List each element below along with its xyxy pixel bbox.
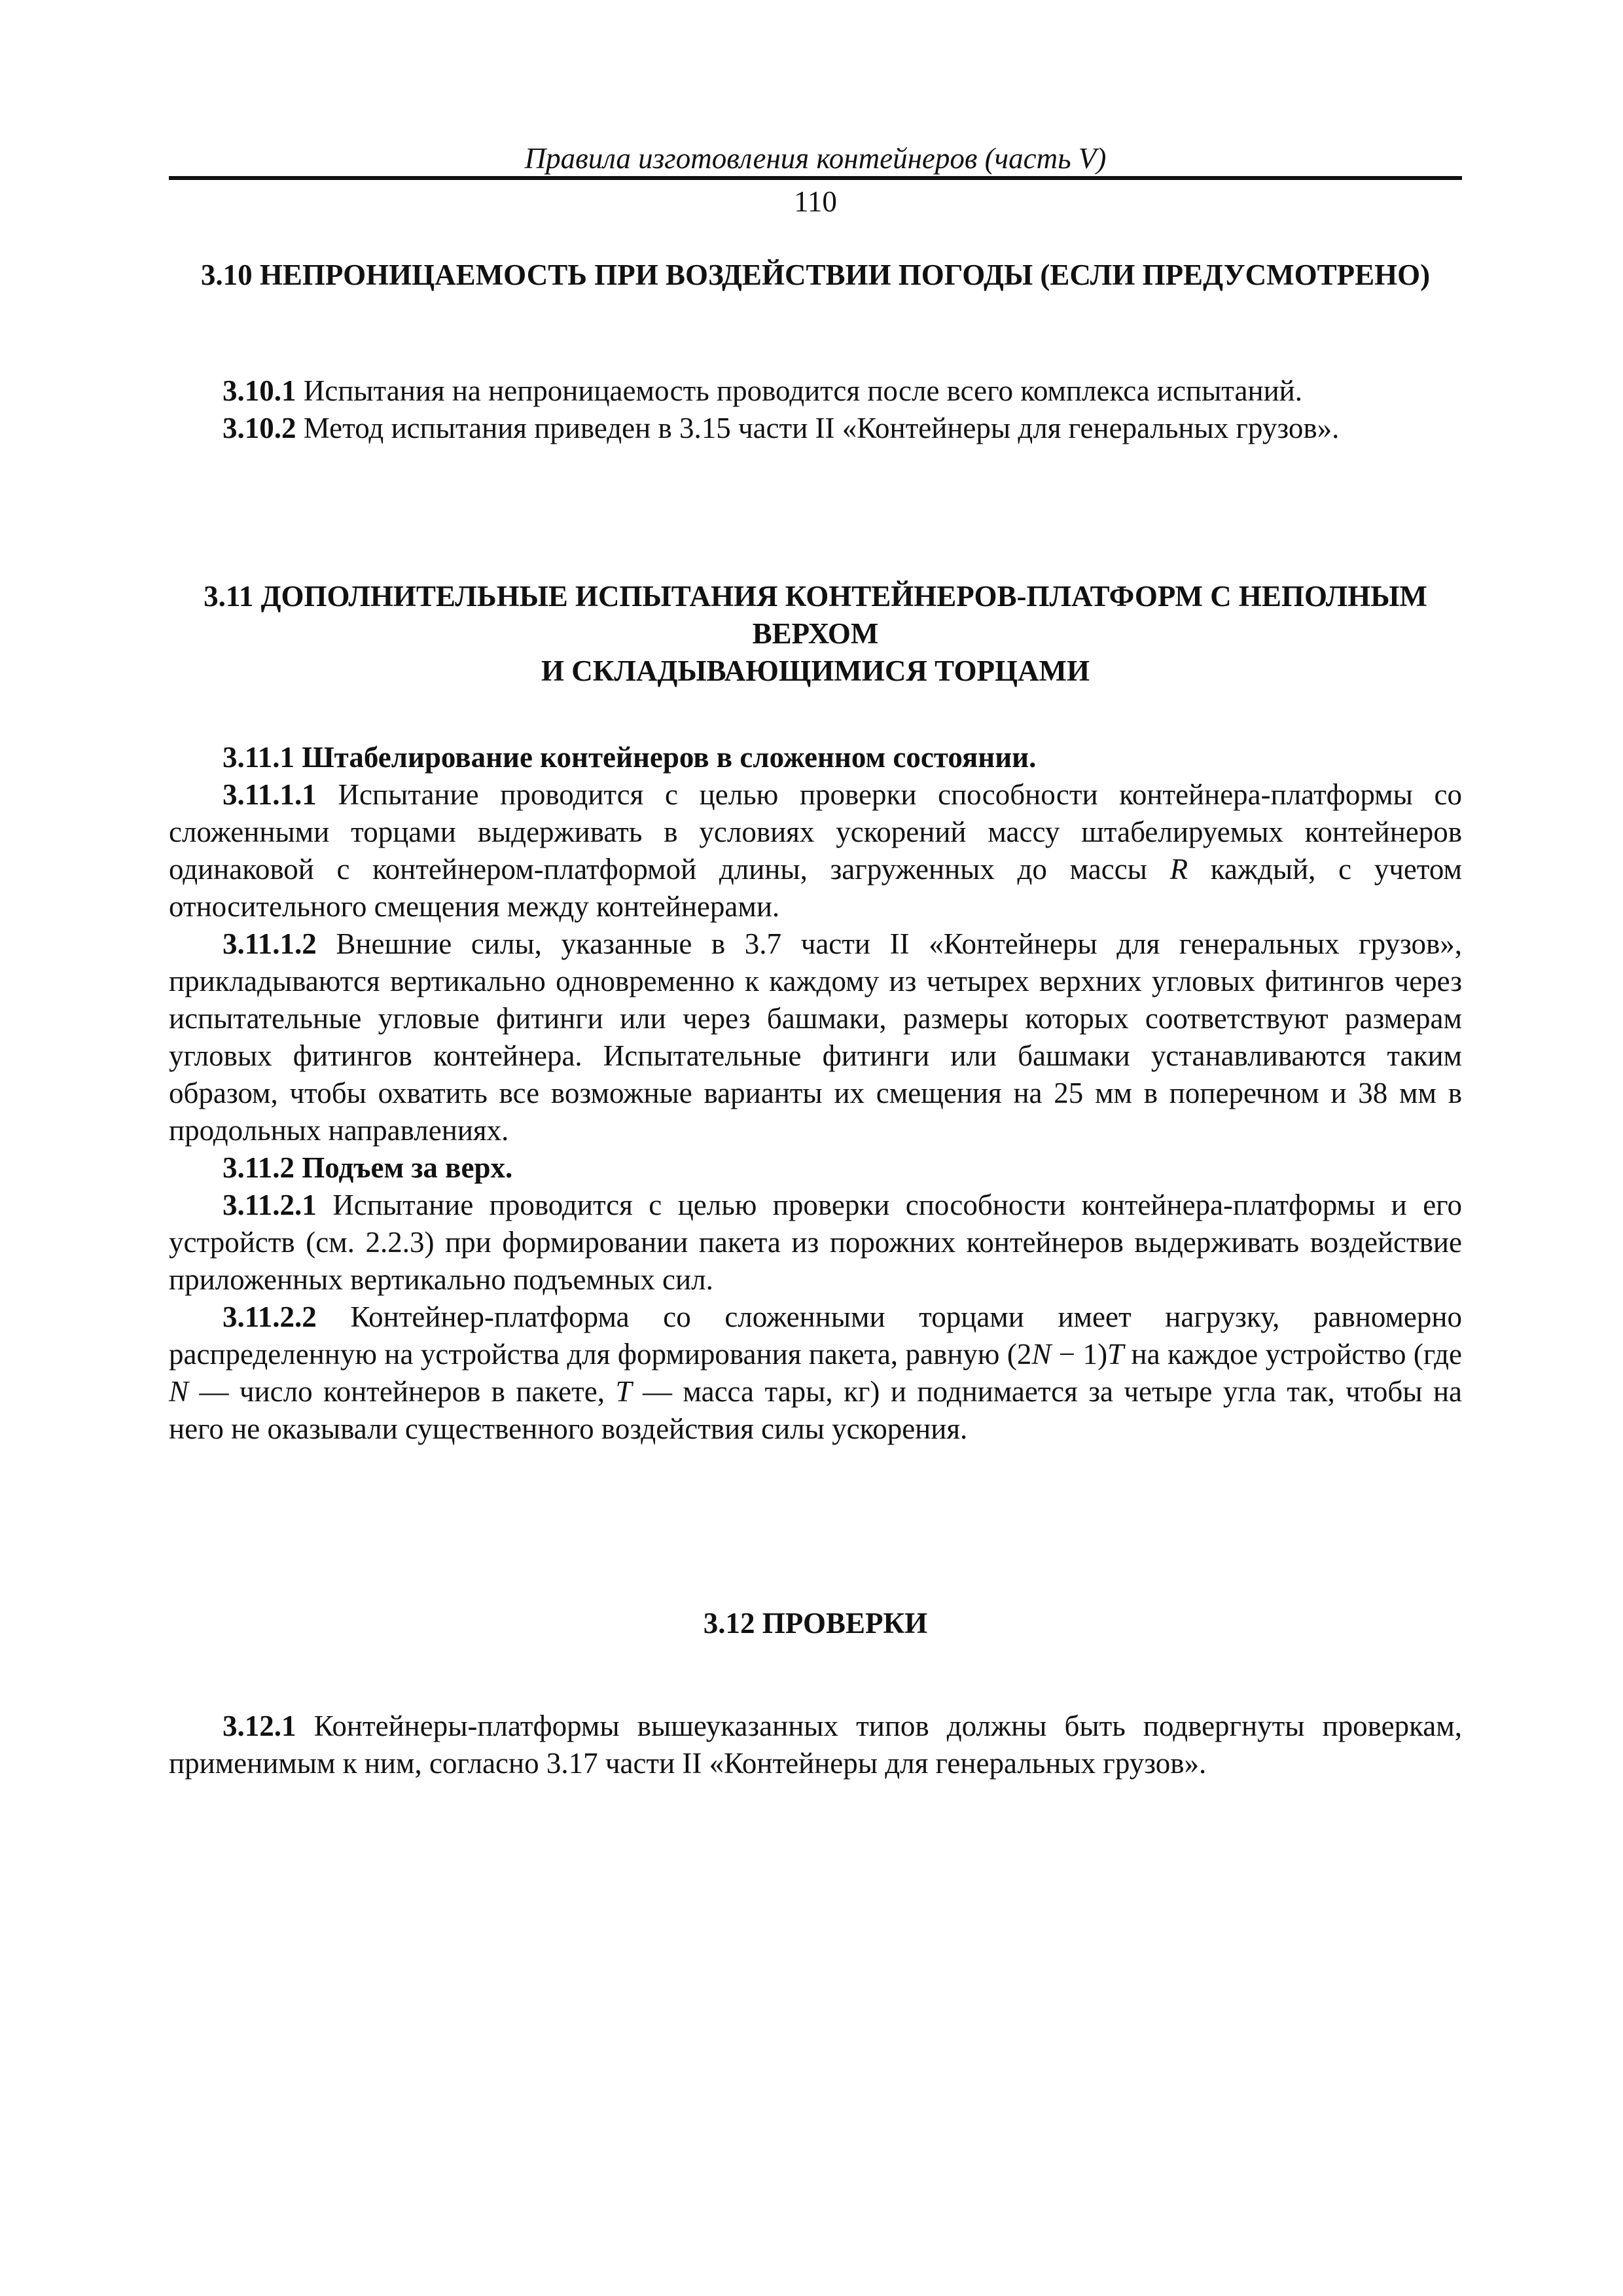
paragraph-3-10-2 xyxy=(169,410,1462,447)
clause-text: − 1) xyxy=(1051,1338,1108,1371)
math-variable: R xyxy=(1169,853,1188,886)
clause-text: на каждое устройство (где xyxy=(1124,1338,1462,1371)
math-variable: T xyxy=(615,1375,632,1408)
paragraph-3-12-1 xyxy=(169,1708,1462,1782)
clause-text: Испытание проводится с целью проверки способности контейнера-платформы и его устройств (см. 2.2.3) при формировании пакета из порожних контейнеров выдерживать воздействие приложенных вертикально подъемных сил. xyxy=(169,1189,1462,1296)
paragraph-3-11-1-1 xyxy=(169,776,1462,925)
clause-text: каждый, с учетом относительного смещения между контейнерами. xyxy=(169,853,1462,923)
math-variable: T xyxy=(1107,1338,1124,1371)
paragraph-3-11-2-2 xyxy=(169,1299,1462,1448)
page-content xyxy=(169,257,1462,1782)
paragraph-3-11-2-1 xyxy=(169,1187,1462,1299)
clause-number: 3.11.2.1 xyxy=(223,1189,317,1221)
subheading-3-11-2: 3.11.2 Подъем за верх. xyxy=(223,1151,513,1184)
spacer xyxy=(169,690,1462,739)
spacer xyxy=(169,1642,1462,1708)
subheading-3-11-1: 3.11.1 Штабелирование контейнеров в сложенном состоянии. xyxy=(223,741,1037,774)
section-heading-3-10: 3.10 НЕПРОНИЦАЕМОСТЬ ПРИ ВОЗДЕЙСТВИИ ПОГОДЫ (ЕСЛИ ПРЕДУСМОТРЕНО) xyxy=(200,259,1431,291)
clause-number: 3.10.1 xyxy=(223,374,296,407)
page-number: 110 xyxy=(794,185,837,218)
clause-text: Метод испытания приведен в 3.15 части II «Контейнеры для генеральных грузов». xyxy=(296,412,1340,444)
clause-text: — масса тары, кг) и поднимается за четыре угла так, чтобы на него не оказывали существенного воздействия силы ускорения. xyxy=(169,1375,1462,1445)
spacer xyxy=(169,294,1462,372)
spacer xyxy=(169,1448,1462,1605)
spacer xyxy=(169,447,1462,578)
clause-number: 3.11.1.2 xyxy=(223,927,317,960)
clause-number: 3.11.2.2 xyxy=(223,1300,317,1333)
math-variable: N xyxy=(169,1375,189,1408)
clause-number: 3.10.2 xyxy=(223,412,296,444)
section-heading-3-12: 3.12 ПРОВЕРКИ xyxy=(703,1607,928,1640)
clause-text: Испытание проводится с целью проверки способности контейнера-платформы со сложенными торцами выдерживать в условиях ускорений массу штабелируемых контейнеров одинаковой с контейнером-платформой длины, загруженных до массы xyxy=(169,778,1462,886)
header-rule xyxy=(169,176,1462,180)
running-header: Правила изготовления контейнеров (часть V) xyxy=(524,142,1107,175)
clause-number: 3.12.1 xyxy=(223,1710,296,1742)
math-variable: N xyxy=(1031,1338,1052,1371)
heading-line-1: 3.11 ДОПОЛНИТЕЛЬНЫЕ ИСПЫТАНИЯ КОНТЕЙНЕРОВ-ПЛАТФОРМ С НЕПОЛНЫМ ВЕРХОМ xyxy=(204,580,1427,650)
clause-number: 3.11.1.1 xyxy=(223,778,317,811)
clause-text: Внешние силы, указанные в 3.7 части II «Контейнеры для генеральных грузов», прикладываются вертикально одновременно к каждому из четырех верхних угловых фитингов через испытательные угловые фитинги или через башмаки, размеры которых соответствуют размерам угловых фитингов контейнера. Испытательные фитинги или башмаки устанавливаются таким образом, чтобы охватить все возможные варианты их смещения на 25 мм в поперечном и 38 мм в продольных направлениях. xyxy=(169,927,1462,1147)
clause-text: Контейнеры-платформы вышеуказанных типов должны быть подвергнуты проверкам, применимым к ним, согласно 3.17 части II «Контейнеры для генеральных грузов». xyxy=(169,1710,1462,1780)
heading-line-2: И СКЛАДЫВАЮЩИМИСЯ ТОРЦАМИ xyxy=(541,655,1090,687)
clause-text: — число контейнеров в пакете, xyxy=(188,1375,616,1408)
clause-text: Контейнер-платформа со сложенными торцами имеет нагрузку, равномерно распределенную на устройства для формирования пакета, равную (2 xyxy=(169,1300,1462,1371)
clause-text: Испытания на непроницаемость проводится после всего комплекса испытаний. xyxy=(296,374,1302,407)
paragraph-3-11-1-2 xyxy=(169,925,1462,1149)
paragraph-3-10-1 xyxy=(169,372,1462,410)
section-heading-3-11 xyxy=(169,578,1462,690)
